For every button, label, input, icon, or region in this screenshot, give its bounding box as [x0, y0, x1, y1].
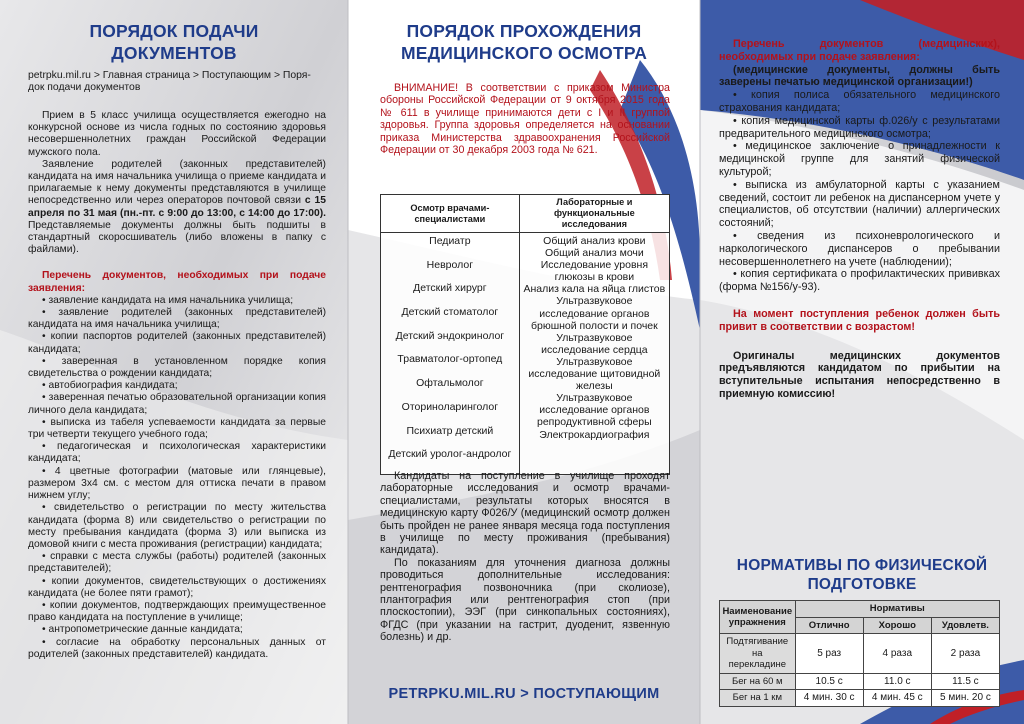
- value-cell: 5 раз: [795, 634, 863, 674]
- specialist-cell: Психиатр детский: [406, 424, 494, 437]
- list-item: • копия сертификата о профилактических прививках (форма №156/у-93).: [719, 268, 1000, 294]
- list-item: • копия медицинской карты ф.026/у с результатами предварительного медицинского осмотра;: [719, 114, 1000, 140]
- list-item: • заверенная в установленном порядке копия свидетельства о рождении кандидата;: [28, 355, 326, 380]
- breadcrumb-line1: petrpku.mil.ru > Главная страница > Поступающим > Поря-: [28, 70, 311, 81]
- specialist-cell: Оториноларинголог: [401, 400, 499, 413]
- exercise-header: Наименование упражнения: [720, 601, 796, 634]
- specialist-cell: Невролог: [426, 258, 474, 271]
- medical-exam-table: [380, 194, 670, 475]
- panel1-title-line1: ПОРЯДОК ПОДАЧИ: [89, 21, 259, 41]
- panel-document-submission: [0, 0, 348, 724]
- specialist-cell: Детский уролог-андролог: [388, 448, 512, 461]
- value-cell: 4 раза: [863, 634, 931, 674]
- labs-column: [519, 233, 669, 475]
- vaccination-note: На момент поступления ребенок должен быть привит в соответствии с возрастом!: [719, 307, 1000, 333]
- standards-group-header: Нормативы: [795, 601, 999, 618]
- list-item: • копии документов, подтверждающих преимущественное право кандидата на поступление в училище;: [28, 599, 326, 624]
- medical-para-2: По показаниям для уточнения диагноза должны проводиться дополнительные исследования: рентгенография позвоночника (при сколиозе), плантография или рентгенография стоп (при плоскостопии), ЭЭГ (при синкопальных состояниях), ФГДС (при указании на гастрит, дуоденит, язвенную болезнь) и др.: [380, 556, 670, 644]
- specialist-cell: Травматолог-ортопед: [397, 353, 503, 366]
- medical-warning-text: ВНИМАНИЕ! В соответствии с приказом Министра обороны Российской Федерации от 9 октября 2015 года № 611 в училище принимаются дети с I и II группой здоровья. Группа здоровья определяется на основании приказа Министерства здравоохранения Российской Федерации от 30 декабря 2003 года № 621.: [380, 82, 670, 157]
- list-item: • согласие на обработку персональных данных от родителей (законных представителей) кандидата.: [28, 636, 326, 660]
- med-docs-heading: Перечень документов (медицинских), необходимых при подаче заявления:: [719, 38, 1000, 63]
- application-text-pre: Заявление родителей (законных представителей) кандидата на имя начальника училища о приеме кандидата и прилагаемые к нему документы представляются в училище непосредственно или через операторов почтовой связи: [28, 158, 326, 207]
- list-item: • копии паспортов родителей (законных представителей) кандидата;: [28, 331, 326, 355]
- specialist-cell: Детский стоматолог: [401, 306, 499, 319]
- value-cell: 10.5 с: [795, 673, 863, 690]
- med-docs-note: (медицинские документы, должны быть заверены печатью медицинской организации!): [719, 63, 1000, 89]
- grade-good-header: Хорошо: [863, 617, 931, 634]
- list-item: • копия полиса обязательного медицинского страхования кандидата;: [719, 89, 1000, 114]
- table-row: [720, 690, 1000, 707]
- lab-cell: Электрокардиография: [539, 428, 650, 441]
- exercise-name: Бег на 60 м: [720, 673, 796, 690]
- specialist-cell: Детский эндокринолог: [395, 329, 505, 342]
- exercise-name: Бег на 1 км: [720, 690, 796, 707]
- value-cell: 11.0 с: [863, 673, 931, 690]
- panel2-title: [348, 20, 700, 64]
- lab-cell: Анализ кала на яйца глистов: [523, 283, 666, 296]
- breadcrumb-line2: док подачи документов: [28, 82, 141, 94]
- list-item: • медицинское заключение о принадлежности к медицинской группе для занятий физической культурой;: [719, 140, 1000, 178]
- exercise-name: Подтягивание на перекладине: [720, 634, 796, 674]
- list-item: • педагогическая и психологическая характеристики кандидата;: [28, 441, 326, 465]
- specialist-cell: Офтальмолог: [416, 377, 484, 390]
- list-item: • свидетельство о регистрации по месту жительства кандидата (форма 8) или свидетельство о регистрации по месту пребывания кандидата (форма 3) или выписка из домовой книги с места проживания (регистрации) кандидата;: [28, 502, 326, 550]
- list-item: • выписка из табеля успеваемости кандидата за первые три четверти текущего учебного года;: [28, 416, 326, 441]
- labs-header: Лабораторные и функциональные исследования: [519, 195, 669, 233]
- standards-title-line2: ПОДГОТОВКЕ: [807, 576, 917, 593]
- lab-cell: Ультразвуковое исследование щитовидной железы: [528, 355, 661, 393]
- specialists-header: Осмотр врачами-специалистами: [381, 195, 520, 233]
- originals-note: Оригиналы медицинских документов предъявляются кандидатом по прибытии на вступительные испытания непосредственно в приемную комиссию!: [719, 349, 1000, 400]
- specialists-column: [381, 233, 520, 475]
- medical-warning: [380, 82, 670, 156]
- breadcrumb: [28, 70, 326, 95]
- standards-table: [719, 600, 1000, 707]
- application-dates: с 15 апреля по 31 мая (пн.-пт. с 9:00 до 13:00, с 14:00 до 17:00).: [28, 195, 326, 219]
- list-item: • выписка из амбулаторной карты с указанием сведений, состоит ли ребенок на диспансерном учете у специалистов, об отсутствии (наличии) аллергических состояний;: [719, 178, 1000, 230]
- application-paragraph: [28, 159, 326, 257]
- list-item: • заявление родителей (законных представителей) кандидата на имя начальника училища;: [28, 307, 326, 331]
- panel-medical-documents: [700, 0, 1024, 724]
- specialist-cell: Детский хирург: [413, 282, 487, 295]
- panel2-body: [380, 470, 670, 644]
- grade-excellent-header: Отлично: [795, 617, 863, 634]
- value-cell: 11.5 с: [931, 673, 999, 690]
- list-item: • автобиография кандидата;: [42, 380, 178, 392]
- list-item: • сведения из психоневрологического и наркологического диспансеров о пребывании несовершеннолетнего на учете (наблюдении);: [719, 229, 1000, 268]
- grade-satisfactory-header: Удовлетв.: [931, 617, 999, 634]
- list-item: • заявление кандидата на имя начальника училища;: [42, 294, 294, 306]
- standards-title-line1: НОРМАТИВЫ ПО ФИЗИЧЕСКОЙ: [736, 557, 988, 574]
- document-list-heading: Перечень документов, необходимых при подаче заявления:: [28, 270, 326, 294]
- panel1-body: [28, 110, 326, 661]
- standards-title: [700, 556, 1024, 594]
- lab-cell: Ультразвуковое исследование органов брюшной полости и почек: [530, 295, 658, 332]
- value-cell: 2 раза: [931, 634, 999, 674]
- document-list: [28, 295, 326, 661]
- value-cell: 4 мин. 30 с: [795, 690, 863, 707]
- lab-cell: Ультразвуковое исследование органов репродуктивной сферы: [537, 392, 652, 429]
- lab-cell: Исследование уровня глюкозы в крови: [540, 259, 649, 284]
- panel-medical-exam: [348, 0, 700, 724]
- table-row: [720, 673, 1000, 690]
- table-row: [720, 634, 1000, 674]
- list-item: • справки с места службы (работы) родителей (законных представителей);: [28, 551, 326, 575]
- list-item: • 4 цветные фотографии (матовые или глянцевые), размером 3х4 см. с местом для оттиска печати в правом нижнем углу;: [28, 465, 326, 502]
- medical-para-1: Кандидаты на поступление в училище проходят лабораторные исследования и осмотр врачами-специалистами, результаты которых вносятся в медицинскую карту Ф026/У (медицинский осмотр должен быть пройден не ранее января месяца года поступления в училище по месту проживания (пребывания) кандидата).: [380, 470, 670, 557]
- lab-cell: Общий анализ мочи: [544, 247, 644, 260]
- panel2-title-line1: ПОРЯДОК ПРОХОЖДЕНИЯ: [406, 21, 642, 41]
- value-cell: 5 мин. 20 с: [931, 690, 999, 707]
- specialist-cell: Педиатр: [429, 235, 471, 247]
- med-docs-list: [719, 89, 1000, 294]
- panel1-title-line2: ДОКУМЕНТОВ: [111, 43, 237, 63]
- list-item: • антропометрические данные кандидата;: [42, 624, 243, 636]
- intro-paragraph: Прием в 5 класс училища осуществляется ежегодно на конкурсной основе из числа годных по состоянию здоровья несовершеннолетних граждан Российской Федерации мужского пола.: [28, 110, 326, 158]
- site-link[interactable]: PETRPKU.MIL.RU > ПОСТУПАЮЩИМ: [388, 686, 660, 702]
- list-item: • заверенная печатью образовательной организации копия личного дела кандидата;: [28, 392, 326, 416]
- panel2-title-line2: МЕДИЦИНСКОГО ОСМОТРА: [400, 43, 648, 63]
- list-item: • копии документов, свидетельствующих о достижениях кандидата (не более пяти грамот);: [28, 575, 326, 599]
- lab-cell: Общий анализ крови: [543, 235, 646, 247]
- panel1-title: [0, 20, 348, 64]
- application-text-post: Представляемые документы должны быть подшиты в стандартный скоросшиватель (либо вложены в папку с файлами).: [28, 219, 326, 256]
- lab-cell: Ультразвуковое исследование сердца: [541, 331, 648, 356]
- panel3-body: [719, 38, 1000, 401]
- value-cell: 4 мин. 45 с: [863, 690, 931, 707]
